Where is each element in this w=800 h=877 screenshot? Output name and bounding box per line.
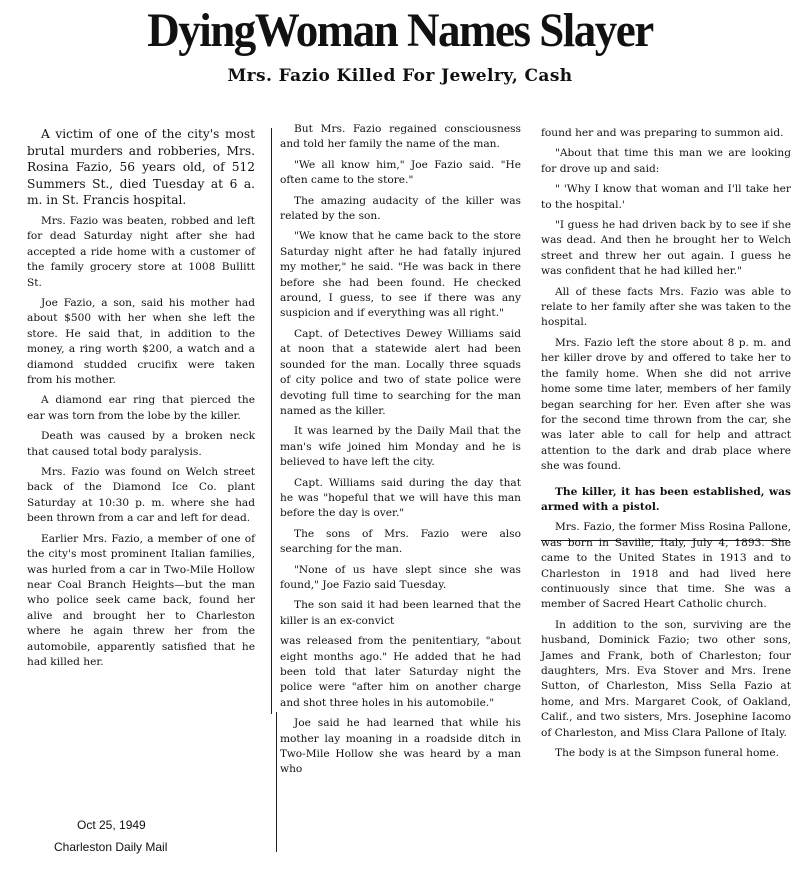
article-column-1 <box>27 126 255 675</box>
headline: DyingWoman Names Slayer <box>147 3 653 57</box>
paragraph: Joe Fazio, a son, said his mother had about $500 with her when she left the store. He said that, in addition to the money, a ring worth $200, a watch and a diamond studded crucifix were taken from his mother. <box>27 297 255 387</box>
paragraph: found her and was preparing to summon aid. <box>541 127 784 139</box>
paragraph: "I guess he had driven back by to see if she was dead. And then he brought her to Welch street and threw her out again. I guess he was confident that he had killed her." <box>541 219 791 278</box>
paragraph: All of these facts Mrs. Fazio was able to relate to her family after she was taken to the hospital. <box>541 285 791 329</box>
paragraph: Death was caused by a broken neck that caused total body paralysis. <box>27 430 255 458</box>
paragraph: Joe said he had learned that while his mother lay moaning in a roadside ditch in Two-Mile Hollow she was heard by a man who <box>280 717 521 776</box>
paragraph: Mrs. Fazio was found on Welch street back of the Diamond Ice Co. plant Saturday at 10:30 p. m. where she had been thrown from a car and left for dead. <box>27 466 255 525</box>
paragraph: Mrs. Fazio, the former Miss Rosina Pallone, was born in Saville, Italy, July 4, 1893. She came to the United States in 1913 and to Charleston in 1918 and had lived here continuously since that time. She was a member of Sacred Heart Catholic church. <box>541 521 791 611</box>
paragraph: The amazing audacity of the killer was related by the son. <box>280 194 521 223</box>
paragraph: Earlier Mrs. Fazio, a member of one of the city's most prominent Italian families, was hurled from a car in Two-Mile Hollow near Coal Branch Heights—but the man who police seek came back, found her alive and brought her to Charleston where he again threw her from the automobile, apparently satisfied that he had killed her. <box>27 532 255 668</box>
paragraph: It was learned by the Daily Mail that the man's wife joined him Monday and he is believed to have left the city. <box>280 425 521 469</box>
article-column-2 <box>280 122 521 783</box>
paragraph: Mrs. Fazio was beaten, robbed and left for dead Saturday night after she had accepted a ride home with a customer of the family grocery store at 1008 Bullitt St. <box>27 214 255 289</box>
paragraph: Capt. Williams said during the day that he was "hopeful that we will have this man before the day is over." <box>280 476 521 520</box>
paragraph: "We know that he came back to the store Saturday night after he had fatally injured my mother," he said. "He was back in there before she had been found. He checked around, I guess, to see if there was any suspicion and if everything was all right." <box>280 230 521 320</box>
paragraph: The killer, it has been established, was armed with a pistol. <box>541 485 791 513</box>
article-column-3 <box>541 126 791 766</box>
paragraph: But Mrs. Fazio regained consciousness and told her family the name of the man. <box>280 123 521 151</box>
subhead: Mrs. Fazio Killed For Jewelry, Cash <box>227 66 573 86</box>
paragraph: A victim of one of the city's most brutal murders and robberies, Mrs. Rosina Fazio, 56 years old, of 512 Summers St., died Tuesday at 6 a. m. in St. Francis hospital. <box>27 127 255 208</box>
column-divider <box>276 712 277 852</box>
paragraph: was released from the penitentiary, "about eight months ago." He added that he had been told that later Saturday night the police were "after him on another charge and shot three holes in his automobile." <box>280 635 521 709</box>
paragraph: In addition to the son, surviving are the husband, Dominick Fazio; two other sons, James and Frank, both of Charleston; four daughters, Mrs. Eva Stover and Mrs. Irene Sutton, of Charleston, Miss Sella Fazio at home, and Mrs. Margaret Cook, of Oakland, Calif., and two sisters, Mrs. Josephine Iacomo of Charleston, and Miss Clara Pallone of Italy. <box>541 618 791 739</box>
paragraph: The sons of Mrs. Fazio were also searching for the man. <box>280 527 521 556</box>
paragraph: "We all know him," Joe Fazio said. "He often came to the store." <box>280 158 521 187</box>
paragraph: A diamond ear ring that pierced the ear was torn from the lobe by the killer. <box>27 394 255 422</box>
paragraph: Capt. of Detectives Dewey Williams said at noon that a statewide alert had been sounded for the man. Locally three squads of city police and two of state police were devoting full time to searching for the man named as the killer. <box>280 327 521 417</box>
paragraph: " 'Why I know that woman and I'll take her to the hospital.' <box>541 183 791 211</box>
paragraph: Mrs. Fazio left the store about 8 p. m. and her killer drove by and offered to take her to the family home. When she did not arrive home some time later, members of her family began searching for her. Even after she was for the second time thrown from the car, she was later able to call for help and attract attention to the dark and drab place where she was found. <box>541 336 791 473</box>
clipping-source: Charleston Daily Mail <box>54 840 168 854</box>
column-divider <box>271 128 272 714</box>
paragraph: The body is at the Simpson funeral home. <box>555 747 779 760</box>
paragraph: "About that time this man we are looking for drove up and said: <box>541 147 791 175</box>
clipping-date: Oct 25, 1949 <box>77 818 146 832</box>
paragraph: "None of us have slept since she was found," Joe Fazio said Tuesday. <box>280 563 521 591</box>
paragraph: The son said it had been learned that the killer is an ex-convict <box>280 599 521 627</box>
